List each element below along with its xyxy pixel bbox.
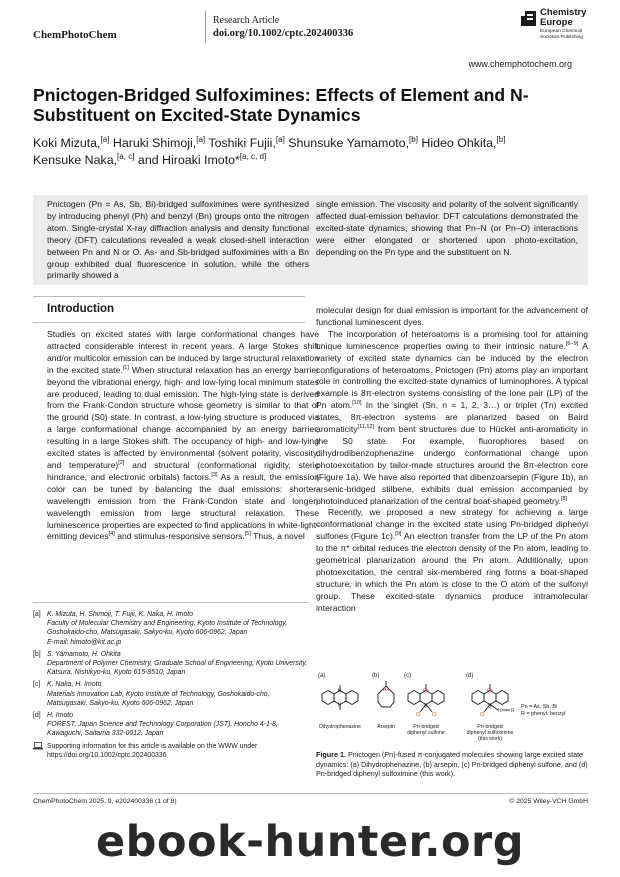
figure-caption-label: Figure 1. bbox=[316, 750, 346, 759]
svg-text:Pn: Pn bbox=[487, 688, 494, 695]
svg-text:N: N bbox=[498, 708, 502, 714]
figure-label-c: (c) bbox=[404, 673, 411, 679]
footer-citation: ChemPhotoChem 2025, 9, e202400336 (1 of 8) bbox=[33, 798, 177, 805]
legend-pn: Pn = As, Sb, Bi bbox=[521, 704, 558, 710]
supporting-info: Supporting information for this article is available on the WWW under https://doi.org/10.1002/cptc.202400336 bbox=[33, 742, 308, 760]
structure-name: diphenyl sulfoximine bbox=[466, 730, 514, 736]
figure-label-b: (b) bbox=[372, 673, 380, 679]
structure-name: Arsepin bbox=[377, 724, 395, 730]
structure-name: Pn-bridged bbox=[413, 724, 439, 730]
footer-rule bbox=[33, 793, 588, 794]
figure-label-a: (a) bbox=[318, 673, 326, 679]
affiliations bbox=[33, 610, 308, 763]
body-column-right bbox=[316, 305, 588, 615]
figure-caption bbox=[316, 750, 588, 779]
article-type: Research Article bbox=[213, 15, 280, 26]
article-title: Pnictogen-Bridged Sulfoximines: Effects of Element and N-Substituent on Excited-State Dynamics bbox=[33, 85, 529, 125]
svg-text:O: O bbox=[416, 712, 420, 718]
svg-text:S: S bbox=[488, 703, 492, 710]
affiliation: [d] H. Imoto FOREST, Japan Science and Technology Corporation (JST), Honcho 4-1-8, Kawaguchi, Saitama 332-0012, Japan bbox=[33, 712, 278, 738]
doi-link[interactable]: doi.org/10.1002/cptc.202400336 bbox=[213, 28, 354, 39]
svg-text:S: S bbox=[424, 703, 428, 710]
figure-label-d: (d) bbox=[466, 673, 474, 679]
svg-text:O: O bbox=[480, 712, 484, 718]
paragraph: Recently, we proposed a new strategy for achieving a large conformational change in the excited state using Pn-bridged diphenyl sulfones (Figure 1c).[9] An electron transfer from the LP of the Pn atom to the π* orbital reduces the electron density of the Pn atom, leading to geometrical planarization around the Pn atom. Additionally, upon photoexcitation, the central six-membered ring forms a boat-shaped structure, in which the Pn atom is close to the O atom of the sulfonyl group. These excited-state dynamics produce intramolecular interaction bbox=[316, 507, 588, 613]
email-link[interactable]: E-mail: himoto@kit.ac.jp bbox=[47, 638, 122, 646]
publisher-logo bbox=[520, 7, 610, 47]
section-heading: Introduction bbox=[47, 303, 115, 315]
figure-1 bbox=[316, 670, 588, 758]
section-rule-top bbox=[33, 296, 305, 297]
abstract-box bbox=[33, 195, 588, 285]
structure-name: diphenyl sulfone bbox=[407, 730, 445, 736]
section-rule-bottom bbox=[33, 322, 305, 323]
svg-text:N: N bbox=[337, 688, 342, 695]
svg-text:N: N bbox=[337, 702, 342, 709]
affiliation: [a] K. Mizuta, H. Shimoji, T. Fujii, K. Naka, H. Imoto Faculty of Molecular Chemistry and Engineering, Kyoto Institute of Technology, Goshokaido-cho, Matsugasaki, Sakyo-ku, Kyoto 606-0962, Japan E-mail: himoto@kit.ac.jp bbox=[33, 610, 308, 647]
author-line-2: Kensuke Naka,[a, c] and Hiroaki Imoto*[a, c, d] bbox=[33, 151, 267, 167]
page-header bbox=[0, 0, 620, 52]
author-list bbox=[33, 135, 593, 169]
laptop-icon bbox=[33, 742, 43, 750]
structure-name: Pn-bridged bbox=[477, 724, 503, 730]
legend-r: R = phenyl, benzyl bbox=[521, 711, 566, 717]
paragraph: molecular design for dual emission is important for the advancement of functional luminescent dyes. bbox=[316, 305, 588, 327]
affiliation: [b] S. Yamamoto, H. Ohkita Department of Polymer Chemistry, Graduate School of Engineering, Kyoto University, Katsura, Nishikyo-ku, Kyoto 615-8510, Japan bbox=[33, 650, 308, 677]
author-line-1: Koki Mizuta,[a] Haruki Shimoji,[a] Toshiki Fujii,[a] Shunsuke Yamamoto,[b] Hideo Ohkita,[b] bbox=[33, 134, 506, 150]
svg-text:R: R bbox=[511, 708, 515, 714]
body-column-left bbox=[47, 329, 319, 543]
affiliation-rule bbox=[33, 602, 308, 603]
arsepin-structure bbox=[378, 681, 394, 707]
publisher-subtitle: European Chemical Societies Publishing bbox=[540, 29, 583, 40]
watermark: ebook-hunter.org bbox=[96, 817, 524, 867]
abstract-left: Pnictogen (Pn = As, Sb, Bi)-bridged sulfoximines were synthesized by introducing phenyl (Ph) and benzyl (Bn) groups onto the nitrogen atom. Single-crystal X-ray diffraction analysis and density functional theory (DFT) calculations revealed a weak closed-shell interaction between Pn and N or O. As- and Sb-bridged sulfoximines with a Bn group exhibited dual fluorescence in solution, while the others primarily showed a bbox=[47, 199, 309, 281]
structure-name: (this work) bbox=[478, 736, 502, 742]
svg-text:O: O bbox=[432, 712, 436, 718]
journal-website[interactable]: www.chemphotochem.org bbox=[468, 59, 572, 69]
header-divider bbox=[205, 11, 206, 43]
footer-copyright: © 2025 Wiley-VCH GmbH bbox=[509, 798, 588, 805]
arsenic-atom-label: As bbox=[383, 687, 389, 693]
structure-name: Dihydrophenazine bbox=[319, 724, 361, 730]
affiliation: [c] K. Naka, H. Imoto Materials Innovation Lab, Kyoto Institute of Technology, Goshokaido-cho, Matsugasaki, Sakyo-ku, Kyoto 606-0962, Japan bbox=[33, 681, 270, 707]
svg-text:Pn: Pn bbox=[423, 688, 430, 695]
publisher-name: Chemistry Europe bbox=[540, 7, 587, 28]
abstract-right: single emission. The viscosity and polarity of the solvent significantly affected dual-emission behavior. DFT calculations demonstrated the excited-state dynamics, showing that Pn–N (or Pn–O) interactions were either elongated or shortened upon photo-excitation, depending on the Pn type and the substituent on N. bbox=[316, 199, 578, 257]
paragraph: The incorporation of heteroatoms is a promising tool for attaining unique luminescence properties owing to their intrinsic nature.[6–9] A variety of excited state dynamics can be induced by the electron configurations of heteroatoms. Pnictogen (Pn) atoms play an important role in controlling the excited-state dynamics of luminophores. A typical example is 8π-electron systems consisting of the lone pair (LP) of the Pn atom.[10] In the singlet (Sn, n = 1, 2, 3…) or triplet (Tn) excited states, 8π-electron systems are planarized based on Baird aromaticity[11,12] from bent structures due to Hückel anti-aromaticity in the S0 state. For example, fluorophores based on dihydrodibenzophenazine undergo conformational change upon photoexcitation by tailor-made structures around the 8π-electron core (Figure 1a). We have also reported that dibenzoarsepin (Figure 1b), an arsenic-bridged stilbene, exhibits dual emission accompanied by photoinduced planarization of the central boat-shaped geometry.[8] bbox=[316, 328, 588, 506]
paragraph: Studies on excited states with large conformational changes have attracted considerable interest in recent years. A large Stokes shift and/or multicolor emission can be induced by large structural relaxation in the excited state.[1] When structural relaxation has an energy barrier beyond the vibrational energy, high- and low-lying local minimum states are produced, leading to dual emission. The high-lying state is derived from the Frank-Condon structure whose geometry is similar to that of the ground (S0) state. In contrast, a low-lying structure is produced via a large conformational change accompanied by an energy barrier, resulting in a large Stokes shift. The occupancy of high- and low-lying excited states is affected by environmental (solvent polarity, viscosity, and temperature)[2] and structural (conformational rigidity, steric hindrance, and electronic orbitals) factors.[3] As a result, the emission color can be tuned by balancing the dual emissions: shorter-wavelength emission from the Frank-Condon state and longer-wavelength emission from large structural relaxation. These luminescence properties are expected to find applications in white-light-emitting devices[4] and stimulus-responsive sensors.[5] Thus, a novel bbox=[47, 329, 320, 542]
figure-caption-text: Pnictogen (Pn)-fused π-conjugated molecules showing large excited state dynamics: (a) Dihydrophenazine, (b) arsepin, (c) Pn-bridged diphenyl sulfone, and (d) Pn-bridged diphenyl sulfoximine (this work). bbox=[316, 750, 588, 779]
journal-name: ChemPhotoChem bbox=[33, 29, 117, 41]
chemistry-europe-icon bbox=[520, 10, 537, 27]
